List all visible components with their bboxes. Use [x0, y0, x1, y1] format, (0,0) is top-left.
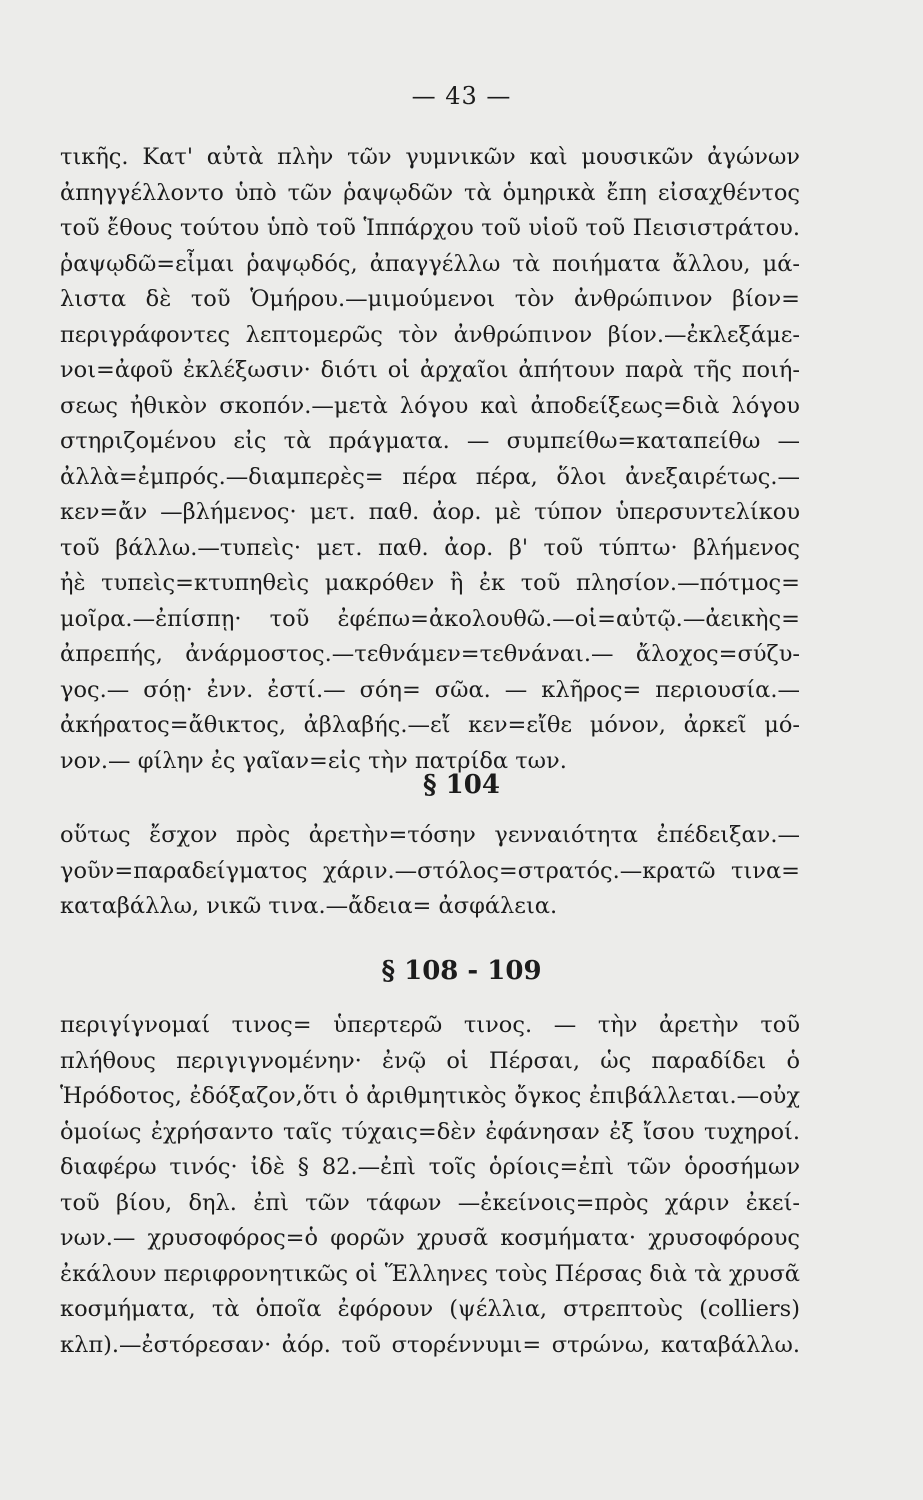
text-line: νων.— χρυσοφόρος=ὁ φορῶν χρυσᾶ κοσμήματα· χρυσοφόρους [60, 1225, 800, 1251]
text-block-3 [60, 1008, 800, 1363]
text-line: ἀπρεπής, ἀνάρμοστος.—τεθνάμεν=τεθνάναι.— ἄλοχος=σύζυ- [60, 641, 800, 667]
text-line: νον.— φίλην ἐς γαῖαν=εἰς τὴν πατρίδα των. [60, 747, 567, 774]
text-line: τοῦ ἔθους τούτου ὑπὸ τοῦ Ἱππάρχου τοῦ υἱοῦ τοῦ Πεισιστράτου. [60, 215, 800, 241]
text-block-2 [60, 818, 800, 925]
text-line: κεν=ἄν —βλήμενος· μετ. παθ. ἀορ. μὲ τύπον ὑπερσυντελίκου [60, 499, 800, 525]
page-number: — 43 — [411, 82, 512, 110]
text-line: περιγράφοντες λεπτομερῶς τὸν ἀνθρώπινον βίον.—ἐκλεξάμε- [60, 321, 800, 348]
text-block-1 [60, 140, 800, 779]
text-line: καταβάλλω, νικῶ τινα.—ἄδεια= ἀσφάλεια. [60, 893, 558, 919]
text-line: πλήθους περιγιγνομένην· ἐνῷ οἱ Πέρσαι, ὡς παραδίδει ὁ [60, 1047, 800, 1074]
text-line: ἠὲ τυπεὶς=κτυπηθεὶς μακρόθεν ἢ ἐκ τοῦ πλησίον.—πότμος= [60, 570, 800, 596]
text-line: σεως ἠθικὸν σκοπόν.—μετὰ λόγου καὶ ἀποδείξεως=διὰ λόγου [60, 392, 800, 419]
text-line: γοῦν=παραδείγματος χάριν.—στόλος=στρατός.—κρατῶ τινα= [60, 857, 800, 884]
text-line: στηριζομένου εἰς τὰ πράγματα. — συμπείθω=καταπείθω — [60, 428, 800, 454]
text-line: νοι=ἀφοῦ ἐκλέξωσιν· διότι οἱ ἀρχαῖοι ἀπήτουν παρὰ τῆς ποιή- [60, 357, 800, 383]
text-line: τικῆς. Κατ' αὐτὰ πλὴν τῶν γυμνικῶν καὶ μουσικῶν ἀγώνων [60, 144, 800, 170]
text-line: κλπ).—ἐστόρεσαν· ἀόρ. τοῦ στορέννυμι= στρώνω, καταβάλλω. [60, 1331, 800, 1358]
text-line: ἀκήρατος=ἄθικτος, ἀβλαβής.—εἴ κεν=εἴθε μόνον, ἀρκεῖ μό- [60, 712, 800, 738]
text-line: ἐκάλουν περιφρονητικῶς οἱ Ἕλληνες τοὺς Πέρσας διὰ τὰ χρυσᾶ [60, 1260, 800, 1287]
text-line: κοσμήματα, τὰ ὁποῖα ἐφόρουν (ψέλλια, στρεπτοὺς (colliers) [60, 1296, 800, 1322]
text-line: ὁμοίως ἐχρήσαντο ταῖς τύχαις=δὲν ἐφάνησαν ἐξ ἴσου τυχηροί. [60, 1118, 800, 1145]
text-line: διαφέρω τινός· ἰδὲ § 82.—ἐπὶ τοῖς ὁρίοις=ἐπὶ τῶν ὁροσήμων [60, 1154, 800, 1180]
text-line: ῥαψῳδῶ=εἶμαι ῥαψῳδός, ἀπαγγέλλω τὰ ποιήματα ἄλλου, μά- [60, 250, 800, 277]
text-line: μοῖρα.—ἐπίσπῃ· τοῦ ἐφέπω=ἀκολουθῶ.—οἱ=αὐτῷ.—ἀεικὴς= [60, 605, 800, 632]
text-line: ἀπηγγέλλοντο ὑπὸ τῶν ῥαψῳδῶν τὰ ὁμηρικὰ ἔπη εἰσαχθέντος [60, 179, 800, 206]
text-line: Ἡρόδοτος, ἐδόξαζον,ὅτι ὁ ἀριθμητικὸς ὄγκος ἐπιβάλλεται.—οὐχ [60, 1083, 800, 1109]
text-line: τοῦ βάλλω.—τυπεὶς· μετ. παθ. ἀορ. β' τοῦ τύπτω· βλήμενος [60, 534, 800, 561]
section-heading: § 104 [423, 770, 500, 800]
text-line: λιστα δὲ τοῦ Ὁμήρου.—μιμούμενοι τὸν ἀνθρώπινον βίον= [60, 286, 800, 312]
text-line: τοῦ βίου, δηλ. ἐπὶ τῶν τάφων —ἐκείνοις=πρὸς χάριν ἐκεί- [60, 1189, 800, 1216]
text-line: γος.— σόῃ· ἐνν. ἐστί.— σόη= σῶα. — κλῆρος= περιουσία.— [60, 676, 800, 703]
text-line: οὕτως ἔσχον πρὸς ἀρετὴν=τόσην γενναιότητα ἐπέδειξαν.— [60, 822, 800, 848]
text-line: ἀλλὰ=ἐμπρός.—διαμπερὲς= πέρα πέρα, ὅλοι ἀνεξαιρέτως.— [60, 463, 800, 490]
text-line: περιγίγνομαί τινος= ὑπερτερῶ τινος. — τὴν ἀρετὴν τοῦ [60, 1012, 800, 1038]
section-heading: § 108 - 109 [381, 956, 542, 986]
